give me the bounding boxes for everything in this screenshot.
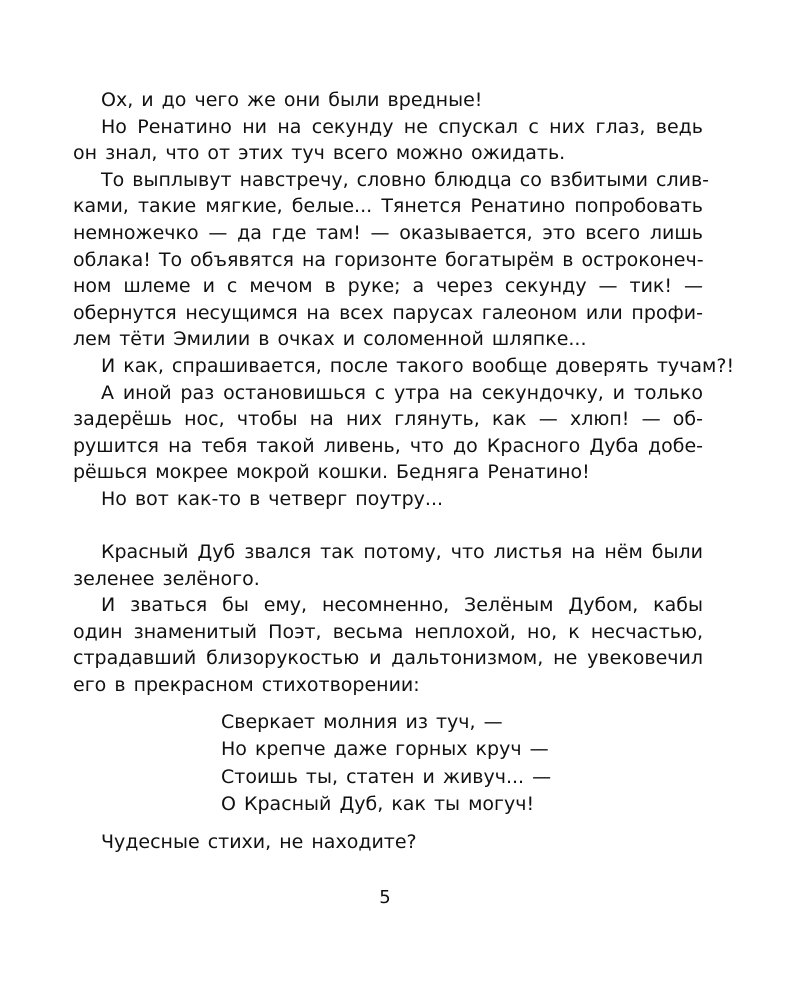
text-line: один знаменитый Поэт, весьма неплохой, но, к несчастью,	[73, 620, 703, 643]
paragraph-1	[73, 87, 703, 114]
text-line: ном шлеме и с мечом в руке; а через секунду — тик! —	[73, 275, 703, 298]
poem-line: О Красный Дуб, как ты могуч!	[221, 793, 535, 816]
text-line: Ох, и до чего же они были вредные!	[101, 89, 483, 111]
paragraph-closing	[73, 829, 703, 856]
paragraph-5	[73, 380, 703, 486]
text-line: он знал, что от этих туч всего можно ожидать.	[73, 142, 566, 165]
paragraph-2	[73, 114, 703, 167]
poem-line: Но крепче даже горных круч —	[221, 738, 549, 761]
text-line: И зваться бы ему, несомненно, Зелёным Дубом, кабы	[101, 594, 703, 617]
poem-line: Сверкает молния из туч, —	[221, 710, 503, 733]
text-line: облака! То объявятся на горизонте богатырём в остроконеч-	[73, 248, 704, 271]
text-line: Но Ренатино ни на секунду не спускал с них глаз, ведь	[101, 115, 703, 138]
text-line: рушится на тебя такой ливень, что до Красного Дуба добе-	[73, 434, 703, 457]
text-line: Но вот как-то в четверг поутру...	[101, 487, 444, 510]
text-line: То выплывут навстречу, словно блюдца со взбитыми слив-	[101, 168, 710, 191]
text-line: А иной раз остановишься с утра на секундочку, и только	[101, 381, 703, 404]
paragraph-3	[73, 167, 710, 353]
page-number: 5	[379, 887, 391, 908]
text-line: задерёшь нос, чтобы на них глянуть, как — хлюп! — об-	[73, 408, 703, 431]
paragraph-8	[73, 592, 703, 698]
paragraph-6	[73, 486, 703, 513]
paragraph-7	[73, 539, 703, 592]
text-line: рёшься мокрее мокрой кошки. Бедняга Ренатино!	[73, 461, 590, 484]
poem-line: Стоишь ты, статен и живуч... —	[221, 765, 552, 788]
book-page-text	[73, 87, 735, 855]
text-line: лем тёти Эмилии в очках и соломенной шляпке...	[73, 328, 587, 351]
text-line: Чудесные стихи, не находите?	[101, 830, 417, 853]
text-line: зеленее зелёного.	[73, 567, 260, 590]
text-line: страдавший близорукостью и дальтонизмом, не увековечил	[73, 647, 703, 670]
text-line: И как, спрашивается, после такого вообще доверять тучам?!	[101, 354, 735, 377]
text-line: его в прекрасном стихотворении:	[73, 674, 420, 697]
text-line: Красный Дуб звался так потому, что листья на нём были	[101, 541, 703, 564]
text-line: обернутся несущимся на всех парусах галеоном или профи-	[73, 301, 703, 324]
text-line: немножечко — да где там! — оказывается, это всего лишь	[73, 221, 703, 244]
text-line: ками, такие мягкие, белые... Тянется Ренатино попробовать	[73, 195, 703, 218]
poem-stanza	[73, 709, 703, 819]
section-break	[73, 513, 703, 540]
paragraph-4	[73, 353, 735, 380]
